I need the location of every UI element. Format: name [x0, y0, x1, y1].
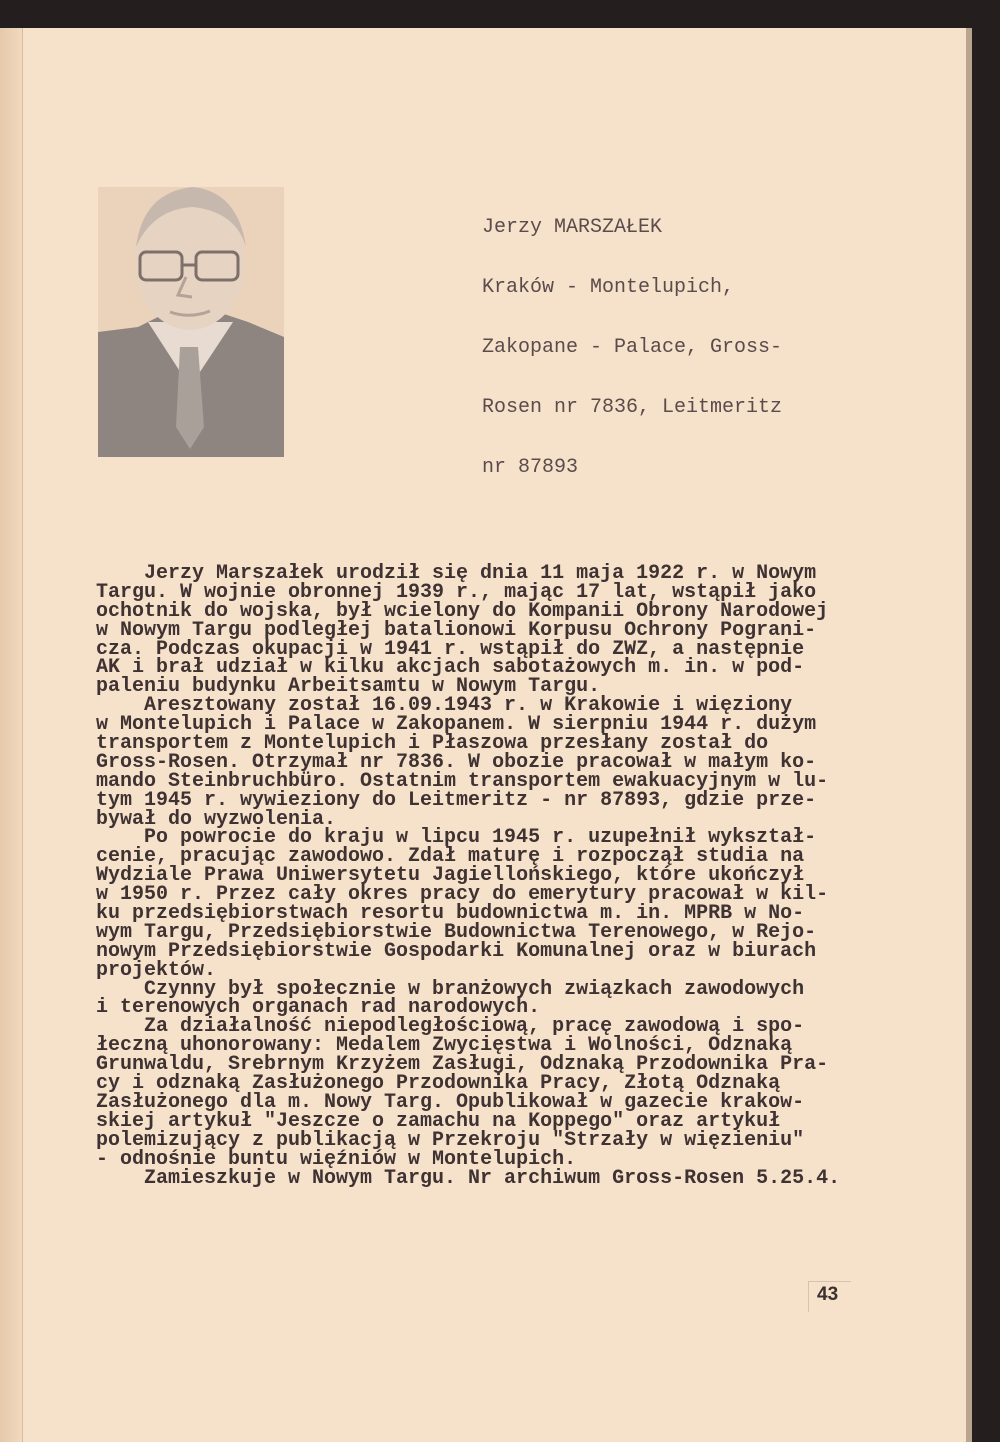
text-line: Zasłużonego dla m. Nowy Targ. Opublikował w gazecie krakow-: [96, 1090, 805, 1114]
text-line: Po powrocie do kraju w lipcu 1945 r. uzupełnił wykształ-: [144, 826, 817, 850]
text-line: polemizujący z publikacją w Przekroju "Strzały w więzieniu": [96, 1128, 805, 1152]
text-line: i terenowych organach rad narodowych.: [96, 996, 541, 1020]
caption-line: nr 87893: [482, 456, 579, 479]
caption-line: Kraków - Montelupich,: [482, 276, 735, 299]
text-line: mando Steinbruchbüro. Ostatnim transportem ewakuacyjnym w lu-: [96, 769, 829, 793]
text-line: paleniu budynku Arbeitsamtu w Nowym Targu.: [96, 675, 601, 699]
text-line: w 1950 r. Przez cały okres pracy do emerytury pracował w kil-: [96, 883, 829, 907]
text-line: wym Targu, Przedsiębiorstwie Budownictwa Terenowego, w Rejo-: [96, 920, 817, 944]
text-line: cenie, pracując zawodowo. Zdał maturę i rozpoczął studia na: [96, 845, 805, 869]
text-line: Targu. W wojnie obronnej 1939 r., mając 17 lat, wstąpił jako: [96, 580, 817, 604]
text-line: bywał do wyzwolenia.: [96, 807, 337, 831]
caption-name: Jerzy MARSZAŁEK: [482, 216, 663, 239]
text-line: w Montelupich i Palace w Zakopanem. W sierpniu 1944 r. dużym: [96, 713, 817, 737]
portrait-photo: [98, 187, 284, 457]
text-line: Jerzy Marszałek urodził się dnia 11 maja 1922 r. w Nowym: [144, 562, 817, 585]
text-line: nowym Przedsiębiorstwie Gospodarki Komunalnej oraz w biurach: [96, 939, 817, 963]
text-line: ochotnik do wojska, był wcielony do Kompanii Obrony Narodowej: [96, 599, 829, 623]
text-line: w Nowym Targu podległej batalionowi Korpusu Ochrony Pograni-: [96, 618, 817, 642]
caption-line: Zakopane - Palace, Gross-: [482, 336, 783, 359]
book-gutter: [0, 28, 23, 1442]
text-line: Grunwaldu, Srebrnym Krzyżem Zasługi, Odznaką Przodownika Pra-: [96, 1053, 829, 1077]
text-line: Aresztowany został 16.09.1943 r. w Krakowie i więziony: [144, 694, 793, 718]
biography-text: [96, 562, 841, 1190]
text-line: transportem z Montelupich i Płaszowa przesłany został do: [96, 732, 769, 756]
caption-line: Rosen nr 7836, Leitmeritz: [482, 396, 783, 419]
text-line: AK i brał udział w kilku akcjach sabotażowych m. in. w pod-: [96, 656, 805, 680]
text-line: Zamieszkuje w Nowym Targu. Nr archiwum Gross-Rosen 5.25.4.: [144, 1166, 841, 1190]
text-line: Wydziale Prawa Uniwersytetu Jagiellońskiego, które ukończył: [96, 864, 805, 888]
text-line: projektów.: [96, 958, 217, 982]
person-caption: [482, 178, 782, 498]
text-line: cy i odznaką Zasłużonego Przodownika Pracy, Złotą Odznaką: [96, 1072, 781, 1096]
text-line: - odnośnie buntu więźniów w Montelupich.: [96, 1147, 577, 1171]
page-edge: [966, 28, 972, 1442]
text-line: skiej artykuł "Jeszcze o zamachu na Koppego" oraz artykuł: [96, 1109, 781, 1133]
text-line: ku przedsiębiorstwach resortu budownictwa m. in. MPRB w No-: [96, 902, 805, 926]
text-line: łeczną uhonorowany: Medalem Zwycięstwa i Wolności, Odznaką: [96, 1034, 793, 1058]
text-line: Czynny był społecznie w branżowych związkach zawodowych: [144, 977, 805, 1001]
text-line: cza. Podczas okupacji w 1941 r. wstąpił do ZWZ, a następnie: [96, 637, 805, 661]
text-line: Za działalność niepodległościową, pracę zawodową i spo-: [144, 1015, 805, 1039]
text-line: Gross-Rosen. Otrzymał nr 7836. W obozie pracował w małym ko-: [96, 750, 817, 774]
text-line: tym 1945 r. wywieziony do Leitmeritz - nr 87893, gdzie prze-: [96, 788, 817, 812]
page-number: 43: [817, 1284, 839, 1305]
